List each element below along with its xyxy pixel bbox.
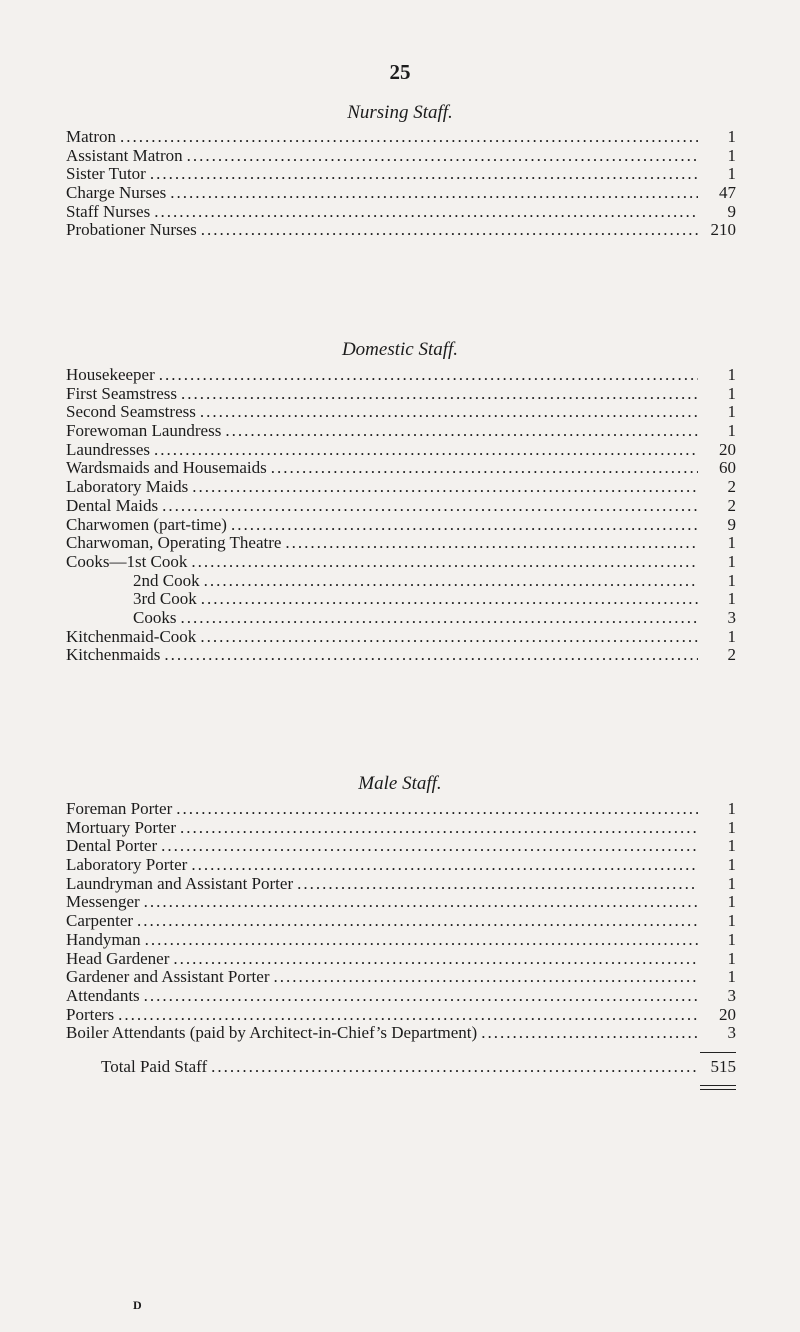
list-item [66, 1024, 736, 1043]
staff-count: 1 [727, 127, 736, 146]
staff-label: Carpenter [66, 911, 134, 931]
staff-count: 2 [727, 645, 736, 665]
list-item [66, 128, 736, 147]
list-item [66, 837, 736, 856]
list-item [66, 459, 736, 478]
staff-label: Assistant Matron [66, 145, 183, 165]
total-double-rule [700, 1085, 736, 1090]
domestic-staff-heading: Domestic Staff. [341, 339, 459, 360]
staff-label: Staff Nurses [66, 201, 151, 221]
staff-count: 1 [727, 836, 736, 856]
staff-label: Boiler Attendants (paid by Architect-in-Chief’s Department) [66, 1023, 478, 1043]
list-item [66, 184, 736, 203]
list-item [66, 553, 736, 572]
list-item [66, 819, 736, 838]
list-item [66, 147, 736, 166]
staff-label: Head Gardener [66, 948, 170, 968]
staff-label: Gardener and Assistant Porter [66, 967, 270, 987]
list-item [66, 221, 736, 240]
staff-count: 1 [727, 873, 736, 893]
list-item [66, 203, 736, 222]
list-item [66, 1006, 736, 1025]
staff-count: 1 [727, 911, 736, 931]
total-rule [700, 1052, 736, 1053]
staff-label: Attendants [66, 985, 140, 1005]
staff-count: 1 [727, 817, 736, 837]
total-paid-staff [101, 1058, 736, 1077]
staff-label: Handyman [66, 929, 141, 949]
list-item [66, 875, 736, 894]
list-item [66, 516, 736, 535]
list-item [66, 478, 736, 497]
male-staff-list [66, 800, 736, 1043]
nursing-staff-list [66, 128, 736, 240]
staff-count: 1 [727, 383, 736, 403]
list-item [66, 165, 736, 184]
staff-count: 3 [727, 607, 736, 627]
staff-count: 9 [727, 201, 736, 221]
staff-count: 1 [727, 533, 736, 553]
list-item [66, 497, 736, 516]
staff-count: 1 [727, 164, 736, 184]
staff-count: 20 [719, 439, 736, 459]
staff-label: Housekeeper [66, 365, 155, 384]
staff-label: Laundryman and Assistant Porter [66, 873, 294, 893]
list-item [66, 856, 736, 875]
staff-label: Wardsmaids and Housemaids [66, 458, 267, 478]
staff-count: 1 [727, 365, 736, 384]
male-staff-heading: Male Staff. [358, 773, 442, 794]
list-item [66, 968, 736, 987]
staff-label: Dental Maids [66, 495, 159, 515]
domestic-staff-list [66, 366, 736, 665]
staff-count: 1 [727, 799, 736, 818]
staff-count: 1 [727, 145, 736, 165]
staff-count: 1 [727, 626, 736, 646]
list-item [66, 893, 736, 912]
staff-label: Laboratory Maids [66, 477, 189, 497]
staff-label: Laboratory Porter [66, 855, 188, 875]
staff-label: Forewoman Laundress [66, 421, 222, 441]
staff-label: Kitchenmaids [66, 645, 161, 665]
staff-count: 20 [719, 1004, 736, 1024]
staff-count: 2 [727, 495, 736, 515]
staff-count: 1 [727, 967, 736, 987]
staff-label: Messenger [66, 892, 140, 912]
list-item [66, 590, 736, 609]
list-item [66, 422, 736, 441]
staff-count: 1 [727, 570, 736, 590]
staff-count: 3 [727, 1023, 736, 1043]
staff-label: Cooks [133, 607, 177, 627]
list-item [66, 931, 736, 950]
staff-count: 1 [727, 589, 736, 609]
list-item [66, 366, 736, 385]
total-label: Total Paid Staff [101, 1057, 208, 1076]
staff-count: 2 [727, 477, 736, 497]
staff-count: 1 [727, 892, 736, 912]
staff-label: Charwoman, Operating Theatre [66, 533, 282, 553]
staff-label: Matron [66, 127, 117, 146]
staff-count: 3 [727, 985, 736, 1005]
staff-count: 1 [727, 948, 736, 968]
staff-count: 1 [727, 421, 736, 441]
staff-count: 9 [727, 514, 736, 534]
staff-label: First Seamstress [66, 383, 177, 403]
staff-label: Sister Tutor [66, 164, 146, 184]
total-count: 515 [710, 1057, 736, 1076]
staff-count: 1 [727, 929, 736, 949]
staff-count: 1 [727, 551, 736, 571]
staff-count: 1 [727, 402, 736, 422]
staff-label: Kitchenmaid-Cook [66, 626, 197, 646]
staff-label: Probationer Nurses [66, 220, 197, 240]
staff-label: Mortuary Porter [66, 817, 177, 837]
list-item [66, 646, 736, 665]
staff-label: Porters [66, 1004, 115, 1024]
list-item [66, 572, 736, 591]
staff-label: 3rd Cook [133, 589, 197, 609]
list-item [66, 441, 736, 460]
signature-mark: D [133, 1298, 142, 1312]
list-item [66, 385, 736, 404]
staff-label: Laundresses [66, 439, 151, 459]
staff-label: Second Seamstress [66, 402, 196, 422]
staff-count: 1 [727, 855, 736, 875]
staff-count: 210 [710, 220, 736, 240]
list-item [66, 950, 736, 969]
page-number: 25 [389, 60, 411, 84]
nursing-staff-heading: Nursing Staff. [347, 102, 453, 123]
staff-count: 60 [719, 458, 736, 478]
total-row [101, 1058, 736, 1077]
staff-label: Charwomen (part-time) [66, 514, 227, 534]
list-item [66, 987, 736, 1006]
staff-label: Charge Nurses [66, 183, 167, 203]
list-item [66, 534, 736, 553]
list-item [66, 609, 736, 628]
list-item [66, 912, 736, 931]
staff-label: Foreman Porter [66, 799, 173, 818]
staff-label: Dental Porter [66, 836, 158, 856]
staff-label: 2nd Cook [133, 570, 200, 590]
list-item [66, 800, 736, 819]
list-item [66, 403, 736, 422]
staff-label: Cooks—1st Cook [66, 551, 188, 571]
list-item [66, 628, 736, 647]
staff-count: 47 [719, 183, 736, 203]
